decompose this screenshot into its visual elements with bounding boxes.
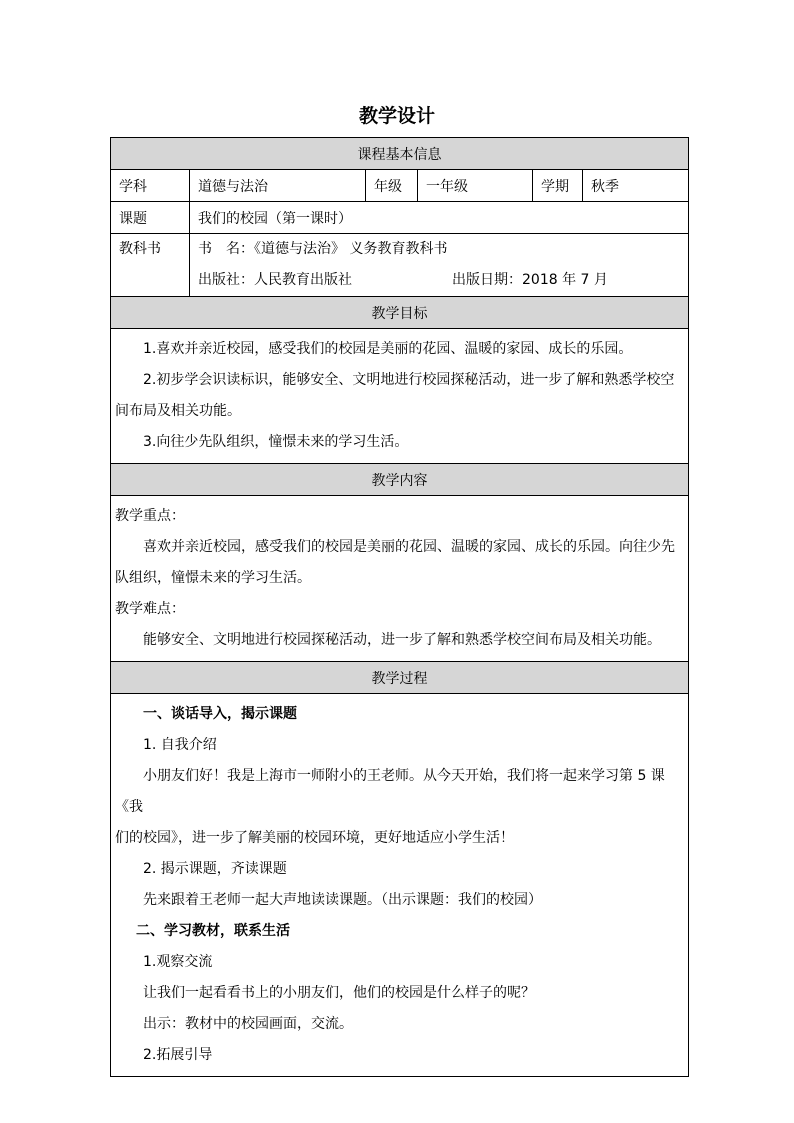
textbook-row bbox=[111, 234, 689, 297]
objective-item-2-cont: 间布局及相关功能。 bbox=[115, 403, 241, 419]
key-points-line-1: 喜欢并亲近校园，感受我们的校园是美丽的花园、温暖的家园、成长的乐园。向往少先 bbox=[143, 539, 675, 555]
topic-row bbox=[111, 202, 689, 234]
section-1-step-2: 2. 揭示课题，齐读课题 bbox=[143, 861, 287, 877]
section-2-step-2: 2.拓展引导 bbox=[143, 1047, 213, 1063]
page-title: 教学设计 bbox=[358, 105, 435, 127]
pub-date-label: 出版日期： bbox=[452, 272, 522, 288]
process-row bbox=[111, 694, 689, 1077]
content-header-row bbox=[111, 464, 689, 496]
section-2-step-1-show: 出示：教材中的校园画面，交流。 bbox=[143, 1016, 353, 1032]
grade-value: 一年级 bbox=[418, 170, 533, 202]
objectives-row bbox=[111, 329, 689, 464]
section-2-title: 二、学习教材，联系生活 bbox=[136, 923, 290, 939]
basic-info-header: 课程基本信息 bbox=[111, 138, 689, 170]
content-header: 教学内容 bbox=[111, 464, 689, 496]
objective-item-1: 1.喜欢并亲近校园，感受我们的校园是美丽的花园、温暖的家园、成长的乐园。 bbox=[143, 341, 633, 357]
section-2-step-1-text: 让我们一起看看书上的小朋友们，他们的校园是什么样子的呢？ bbox=[143, 985, 535, 1001]
subject-row bbox=[111, 170, 689, 202]
objectives-header-row bbox=[111, 297, 689, 329]
key-points-line-2: 队组织，憧憬未来的学习生活。 bbox=[115, 570, 311, 586]
section-1-step-1-line-2: 们的校园》，进一步了解美丽的校园环境，更好地适应小学生活！ bbox=[115, 830, 514, 846]
subject-label: 学科 bbox=[111, 170, 190, 202]
objectives-header: 教学目标 bbox=[111, 297, 689, 329]
process-header: 教学过程 bbox=[111, 662, 689, 694]
textbook-info bbox=[190, 234, 689, 297]
key-points-label: 教学重点： bbox=[115, 508, 185, 524]
topic-value: 我们的校园（第一课时） bbox=[190, 202, 689, 234]
subject-value: 道德与法治 bbox=[190, 170, 366, 202]
term-label: 学期 bbox=[533, 170, 583, 202]
difficulty-label: 教学难点： bbox=[115, 601, 185, 617]
section-2-step-1: 1.观察交流 bbox=[143, 954, 213, 970]
publisher-label: 出版社： bbox=[198, 272, 254, 288]
lesson-plan-table bbox=[110, 137, 689, 1077]
book-name-value: 《道德与法治》 义务教育教科书 bbox=[254, 241, 448, 257]
publisher-line bbox=[190, 265, 688, 296]
content-row bbox=[111, 496, 689, 662]
publisher-value: 人民教育出版社 bbox=[254, 272, 352, 288]
textbook-label: 教科书 bbox=[119, 241, 161, 257]
basic-info-header-row bbox=[111, 138, 689, 170]
section-1-step-2-text: 先来跟着王老师一起大声地读读课题。（出示课题：我们的校园） bbox=[143, 892, 542, 908]
topic-label: 课题 bbox=[111, 202, 190, 234]
grade-label: 年级 bbox=[366, 170, 418, 202]
objectives-body bbox=[111, 329, 689, 464]
term-value: 秋季 bbox=[583, 170, 689, 202]
content-body bbox=[111, 496, 689, 662]
book-name-label: 书 名： bbox=[198, 241, 254, 257]
section-1-step-1: 1. 自我介绍 bbox=[143, 737, 217, 753]
book-name-line bbox=[190, 234, 688, 265]
textbook-label-cell bbox=[111, 234, 190, 297]
difficulty-text: 能够安全、文明地进行校园探秘活动，进一步了解和熟悉学校空间布局及相关功能。 bbox=[143, 632, 661, 648]
process-body bbox=[111, 694, 689, 1077]
objective-item-2: 2.初步学会识读标识，能够安全、文明地进行校园探秘活动，进一步了解和熟悉学校空 bbox=[143, 372, 675, 388]
section-1-step-1-line-1: 小朋友们好！我是上海市一师附小的王老师。从今天开始，我们将一起来学习第 5 课《我 bbox=[115, 768, 665, 815]
process-header-row bbox=[111, 662, 689, 694]
pub-date-value: 2018 年 7 月 bbox=[522, 272, 608, 288]
section-1-title: 一、谈话导入，揭示课题 bbox=[143, 706, 297, 722]
objective-item-3: 3.向往少先队组织，憧憬未来的学习生活。 bbox=[143, 434, 409, 450]
